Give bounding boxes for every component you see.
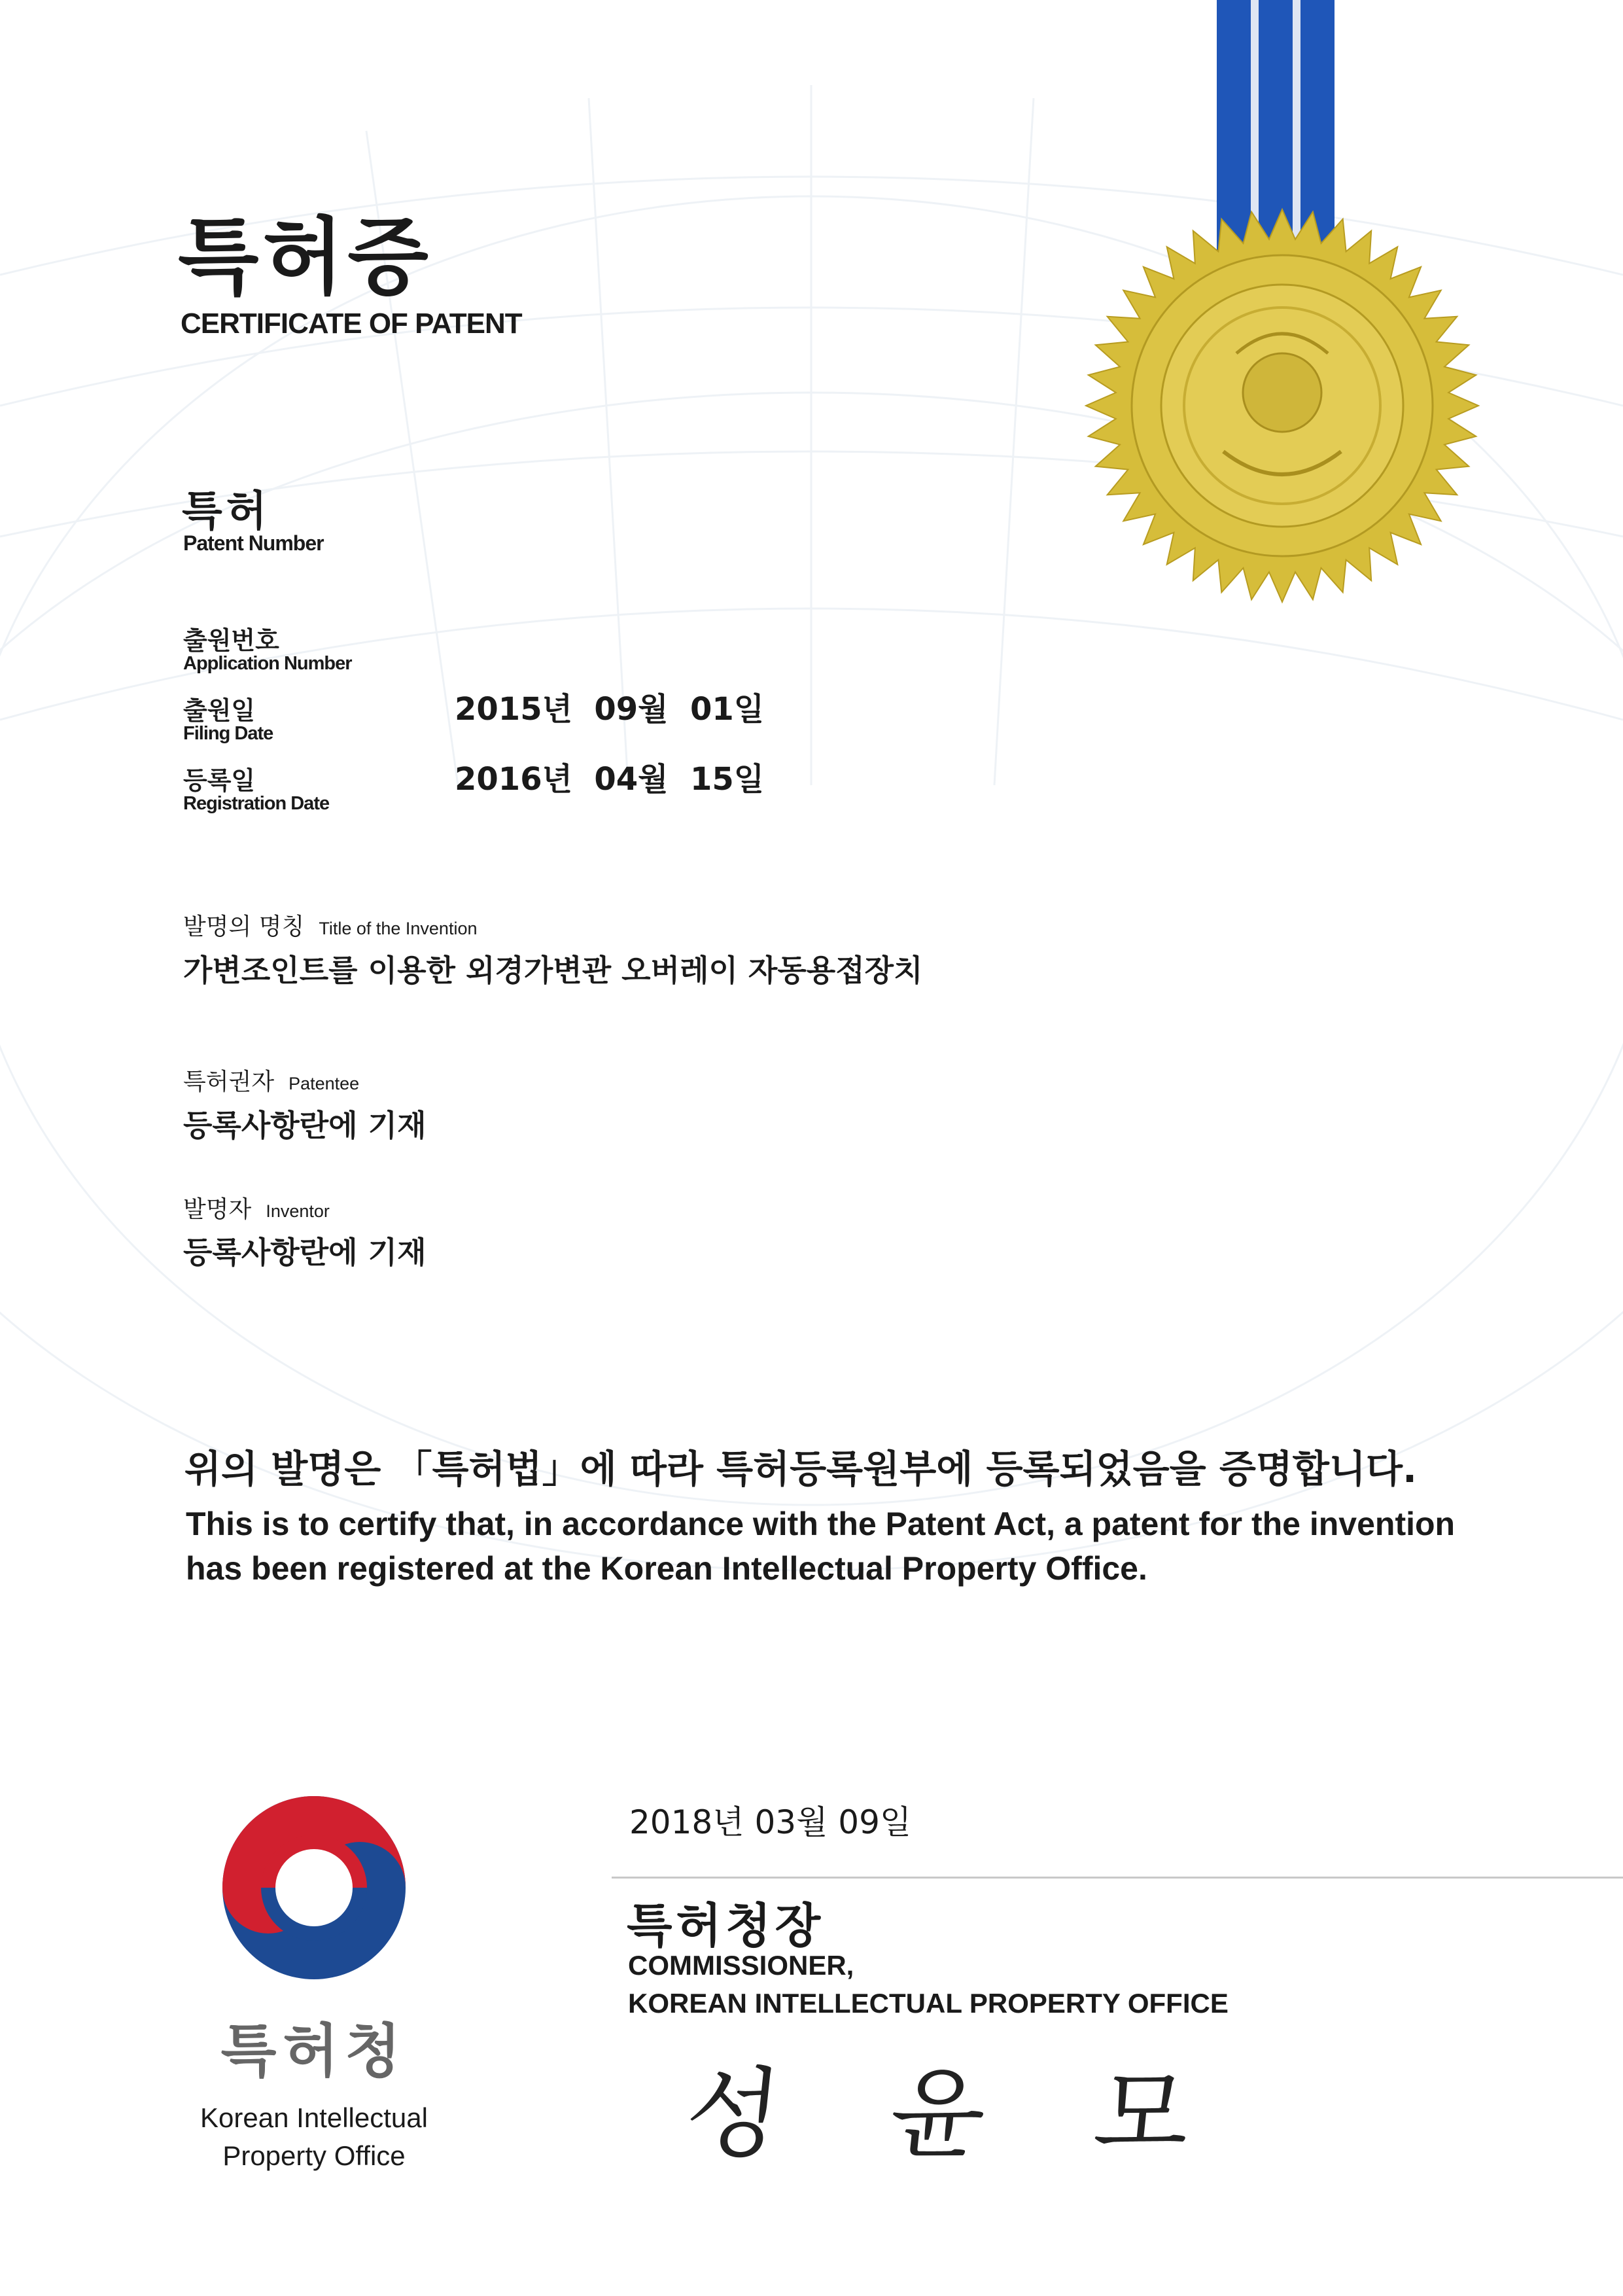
- invention-title-label-en: Title of the Invention: [319, 919, 478, 938]
- certification-text-ko: 위의 발명은 「특허법」에 따라 특허등록원부에 등록되었음을 증명합니다.: [184, 1447, 1418, 1491]
- taegeuk-emblem-icon: [216, 1790, 412, 1986]
- filing-date-label-en: Filing Date: [183, 723, 273, 744]
- registration-date-value: 2016년 04월 15일: [455, 761, 765, 798]
- patentee-label-en: Patentee: [288, 1074, 360, 1093]
- kipo-name-ko: 특허청: [220, 2017, 408, 2085]
- divider-line: [612, 1877, 1623, 1879]
- patentee-value: 등록사항란에 기재: [183, 1108, 427, 1143]
- page-subtitle: CERTIFICATE OF PATENT: [181, 308, 522, 340]
- patent-label: 특허: [182, 487, 271, 536]
- inventor-header: [183, 1191, 330, 1224]
- application-number-label-en: Application Number: [183, 653, 352, 674]
- registration-date-label-en: Registration Date: [183, 793, 330, 814]
- commissioner-title: 특허청장: [627, 1898, 825, 1953]
- kipo-name-en-line1: Korean Intellectual: [200, 2102, 428, 2133]
- commissioner-title-en-line2: KOREAN INTELLECTUAL PROPERTY OFFICE: [628, 1988, 1229, 2019]
- commissioner-title-en-line1: COMMISSIONER,: [628, 1950, 854, 1981]
- kipo-name-en: [150, 2099, 478, 2175]
- gold-seal: [1079, 203, 1485, 609]
- registration-date-label: 등록일: [183, 766, 256, 795]
- inventor-label: 발명자: [183, 1196, 252, 1223]
- certification-text-en: [186, 1502, 1612, 1591]
- filing-date-value: 2015년 09월 01일: [455, 691, 765, 728]
- commissioner-title-en: [628, 1947, 1229, 2022]
- signature: 성 윤 모: [680, 2058, 1235, 2172]
- kipo-name-en-line2: Property Office: [222, 2140, 406, 2171]
- inventor-value: 등록사항란에 기재: [183, 1235, 427, 1270]
- issue-date: 2018년 03월 09일: [629, 1803, 912, 1841]
- invention-title-label: 발명의 명칭: [183, 913, 305, 940]
- filing-date-label: 출원일: [183, 696, 256, 725]
- patentee-label: 특허권자: [183, 1069, 275, 1095]
- certification-text-en-line1: This is to certify that, in accordance with the Patent Act, a patent for the invention: [186, 1506, 1456, 1542]
- page-title: 특허증: [178, 209, 432, 306]
- invention-title-value: 가변조인트를 이용한 외경가변관 오버레이 자동용접장치: [183, 953, 923, 988]
- inventor-label-en: Inventor: [266, 1201, 330, 1221]
- certification-text-en-line2: has been registered at the Korean Intellectual Property Office.: [186, 1550, 1147, 1587]
- patent-number-label: Patent Number: [183, 531, 324, 555]
- patentee-header: [183, 1063, 359, 1097]
- application-number-label: 출원번호: [183, 626, 279, 655]
- invention-title-header: [183, 908, 477, 942]
